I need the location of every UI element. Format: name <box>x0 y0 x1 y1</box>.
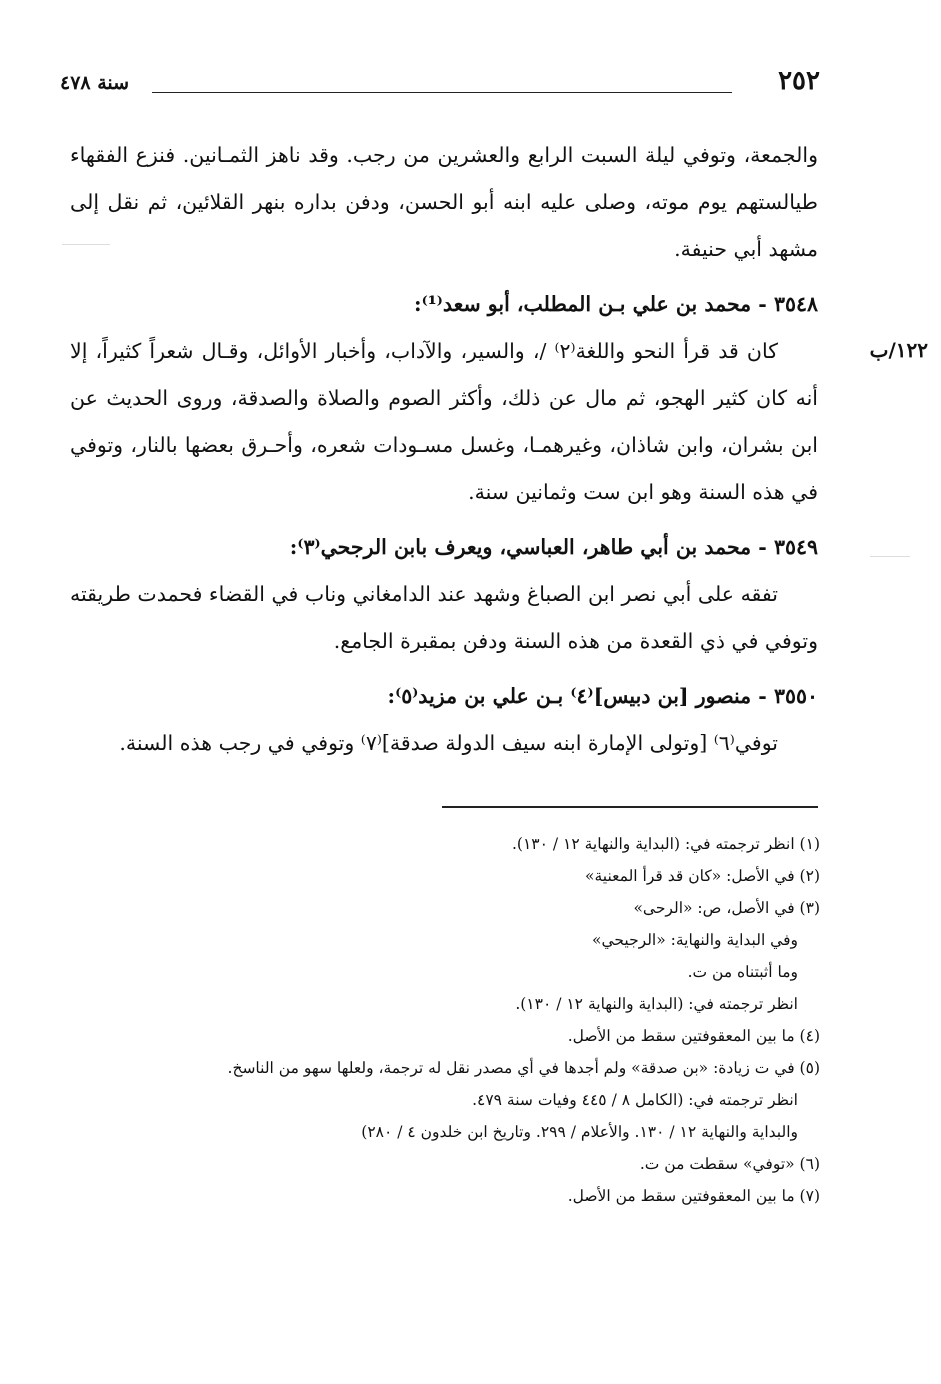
entry-heading-3550: ٣٥٥٠ - منصور [بن دبيس]⁽٤⁾ بـن علي بن مزيد⁽٥⁾: <box>387 684 818 708</box>
footnote-5-line-3: والبداية والنهاية ١٢ / ١٣٠. والأعلام / ٢٩٩. وتاريخ ابن خلدون ٤ / ٢٨٠) <box>361 1123 798 1141</box>
entry-text-3549: تفقه على أبي نصر ابن الصباغ وشهد عند الدامغاني وناب في القضاء فحمدت طريقته وتوفي في ذي القعدة من هذه السنة ودفن بمقبرة الجامع. <box>70 582 818 653</box>
footnote-4: (٤) ما بين المعقوفتين سقط من الأصل. <box>567 1027 820 1045</box>
scan-artifact <box>62 244 110 245</box>
paragraph-continuation: والجمعة، وتوفي ليلة السبت الرابع والعشرين من رجب. وقد ناهز الثمـانين. فنزع الفقهاء طيالستهم يوم موته، وصلى عليه ابنه أبو الحسن، ودفن بداره بنهر القلائين، ثم نقل إلى مشهد أبي حنيفة. <box>70 143 818 261</box>
entry-heading-3549: ٣٥٤٩ - محمد بن أبي طاهر، العباسي، ويعرف بابن الرجحي⁽٣⁾: <box>289 535 818 559</box>
manuscript-folio-note: ١٢٢/ب <box>869 338 928 362</box>
footnotes <box>140 828 820 1212</box>
footnote-3-line-4: انظر ترجمته في: (البداية والنهاية ١٢ / ١٣٠). <box>515 995 798 1013</box>
footnote-7: (٧) ما بين المعقوفتين سقط من الأصل. <box>567 1187 820 1205</box>
page-number: ٢٥٢ <box>778 66 820 96</box>
footnote-3-line-2: وفي البداية والنهاية: «الرجيحي» <box>591 931 798 949</box>
running-head-year: سنة ٤٧٨ <box>60 72 130 94</box>
footnote-3: (٣) في الأصل، ص: «الرحى» <box>633 899 820 917</box>
footnote-2: (٢) في الأصل: «كان قد قرأ المعنية» <box>585 867 820 885</box>
entry-text-3550: توفي⁽٦⁾ [وتولى الإمارة ابنه سيف الدولة صدقة]⁽٧⁾ وتوفي في رجب هذه السنة. <box>119 731 778 755</box>
footnote-6: (٦) «توفي» سقطت من ت. <box>639 1155 820 1173</box>
entry-heading-3548: ٣٥٤٨ - محمد بن علي بـن المطلب، أبو سعد⁽¹⁾: <box>414 292 818 316</box>
footnote-separator <box>442 806 818 808</box>
entry-text-3548: كان قد قرأ النحو واللغة⁽٢⁾ /، والسير، والآداب، وأخبار الأوائل، وقـال شعراً كثيراً، إلا أنه كان كثير الهجو، ثم مال عن ذلك، وأكثر الصوم والصلاة والصدقة، وروى الحديث عن ابن بشران، وابن شاذان، وغيرهمـا، وغسل مسـودات شعره، وأحـرق بعضها بالنار، وتوفي في هذه السنة وهو ابن ست وثمانين سنة. <box>70 339 818 504</box>
main-text <box>70 132 818 767</box>
footnote-5: (٥) في ت زيادة: «بن صدقة» ولم أجدها في أي مصدر نقل له ترجمة، ولعلها سهو من الناسخ. <box>227 1059 820 1077</box>
page-header <box>60 62 820 102</box>
footnote-5-line-2: انظر ترجمته في: (الكامل ٨ / ٤٤٥ وفيات سنة ٤٧٩. <box>472 1091 798 1109</box>
scan-artifact <box>870 556 910 557</box>
header-rule <box>152 92 732 93</box>
footnote-1: (١) انظر ترجمته في: (البداية والنهاية ١٢ / ١٣٠). <box>511 835 820 853</box>
footnote-3-line-3: وما أثبتناه من ت. <box>687 963 798 981</box>
